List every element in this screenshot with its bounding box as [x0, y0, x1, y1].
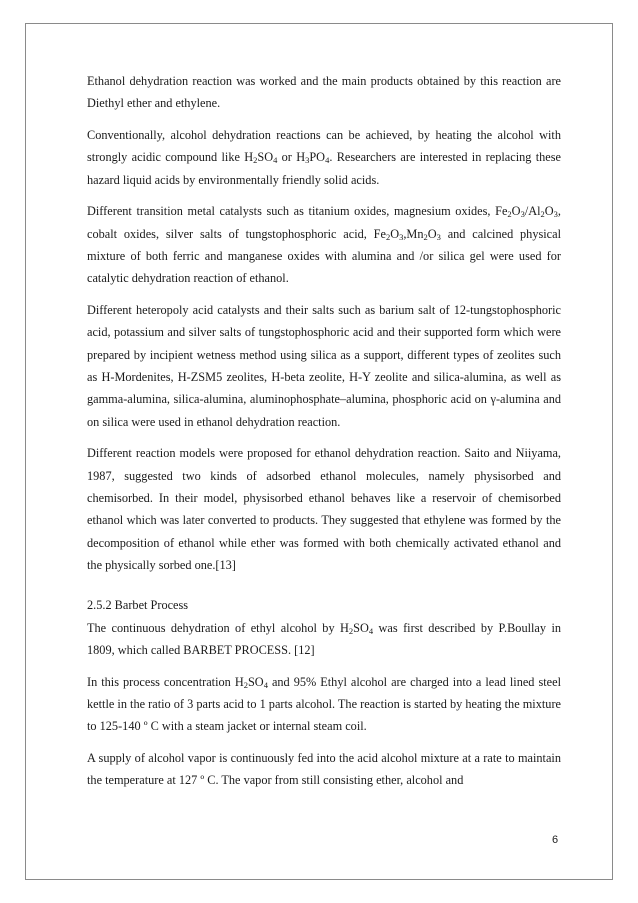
- paragraph-3: Different transition metal catalysts such as titanium oxides, magnesium oxides, $Fe_2O_3/Al_2O_3$, cobalt oxides, silver salts of tungstophosphoric acid, $Fe_2O_3,Mn_2O_3$ and calcined physical mixture of both ferric and manganese oxides with alumina and /or silica gel were used for catalytic dehydration reaction of ethanol.: [87, 204, 561, 286]
- section-paragraph-2: In this process concentration $H_2SO_4$ and 95% Ethyl alcohol are charged into a lead lined steel kettle in the ratio of 3 parts acid to 1 parts alcohol. The reaction is started by heating the mixture to 125-140 º C with a steam jacket or internal steam coil.: [87, 674, 561, 734]
- paragraph-5: Different reaction models were proposed for ethanol dehydration reaction. Saito and Niiyama, 1987, suggested two kinds of adsorbed ethanol molecules, namely physisorbed and chemisorbed. In their model, physisorbed ethanol behaves like a reservoir of chemisorbed ethanol which was later converted to products. They suggested that ethylene was formed by the decomposition of ethanol while ether was formed with both chemically activated ethanol and the physically sorbed one.[13]: [87, 446, 561, 572]
- paragraph-1: Ethanol dehydration reaction was worked and the main products obtained by this reaction are Diethyl ether and ethylene.: [87, 74, 561, 111]
- paragraph-2: Conventionally, alcohol dehydration reactions can be achieved, by heating the alcohol with strongly acidic compound like $H_2SO_4$ or $H_3PO_4$. Researchers are interested in replacing these hazard liquid acids by environmentally friendly solid acids.: [87, 128, 561, 187]
- section-paragraph-1: The continuous dehydration of ethyl alcohol by $H_2SO_4$ was first described by P.Boullay in 1809, which called BARBET PROCESS. [12]: [87, 620, 562, 657]
- section-heading: 2.5.2 Barbet Process: [87, 598, 189, 613]
- paragraph-4: Different heteropoly acid catalysts and their salts such as barium salt of 12-tungstophosphoric acid, potassium and silver salts of tungstophosphoric acid and their supported form which were prepared by incipient wetness method using silica as a support, different types of zeolites such as H-Mordenites, H-ZSM5 zeolites, H-beta zeolite, H-Y zeolite and silica-alumina, as well as gamma-alumina, silica-alumina, aluminophosphate–alumina, phosphoric acid on γ-alumina and on silica were used in ethanol dehydration reaction.: [87, 303, 561, 429]
- page-number: 6: [552, 834, 559, 846]
- section-paragraph-3: A supply of alcohol vapor is continuously fed into the acid alcohol mixture at a rate to maintain the temperature at 127 º C. The vapor from still consisting ether, alcohol and: [87, 751, 561, 788]
- document-body: [87, 70, 561, 801]
